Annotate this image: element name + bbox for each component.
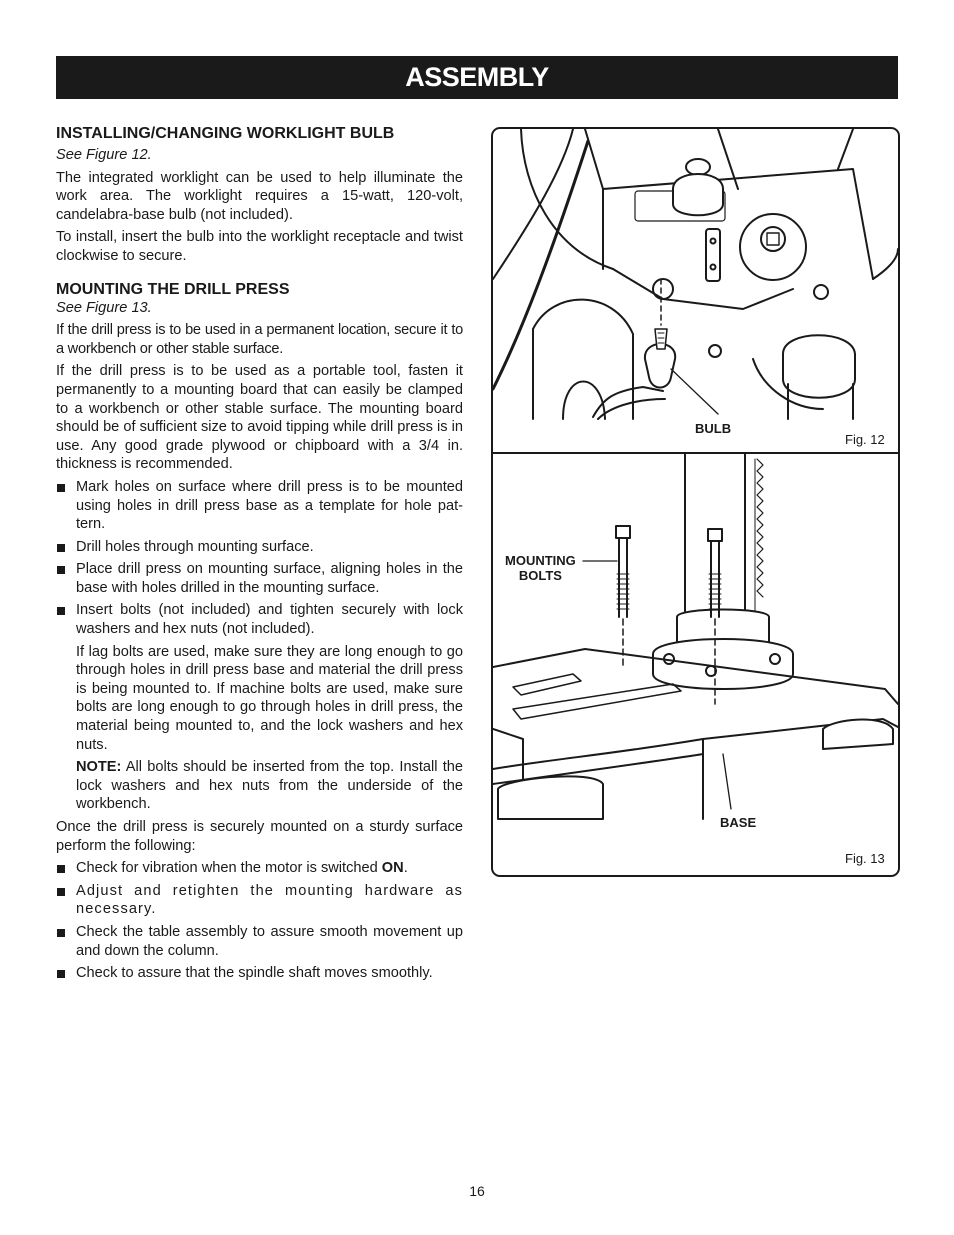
list-item: Insert bolts (not included) and tighten securely with lock washers and hex nuts (not included).	[56, 601, 463, 638]
mounting-paragraph-2: If the drill press is to be used as a portable tool, fasten it permanently to a mounting board that can easily be clamped to a workbench or other stable surface. The mounting board should be of sufficient size to avoid tipping while drill press is in use. Any good grade plywood or chipboard with a 3/4 in. thickness is recommended.	[56, 363, 463, 473]
figure-13-reference: See Figure 13.	[56, 299, 152, 316]
figure-panel	[491, 127, 900, 877]
note-label: NOTE:	[76, 759, 122, 776]
figure-12-label: Fig. 12	[845, 432, 885, 447]
page-number: 16	[469, 1183, 485, 1199]
section-banner: ASSEMBLY	[56, 56, 898, 99]
worklight-heading: INSTALLING/CHANGING WORKLIGHT BULB	[56, 125, 395, 142]
mounting-steps-list	[56, 478, 463, 639]
mounting-bolts-callout-line2: BOLTS	[518, 568, 562, 583]
bulb-callout: BULB	[695, 421, 732, 436]
bolt-length-paragraph: If lag bolts are used, make sure they are long enough to go through holes in drill press base and material the drill press is being mounted to. If machine bolts are used, make sure bolts are long enough to go through holes in drill press, the material being mounted to, and the lock washers and hex nuts.	[76, 643, 463, 753]
list-item	[56, 859, 463, 878]
bullet-emphasis: ON	[381, 860, 404, 877]
instructions-column	[56, 124, 463, 987]
bullet-text-end: .	[403, 860, 408, 877]
figure-12-reference: See Figure 12.	[56, 147, 152, 163]
list-item: Place drill press on mounting surface, aligning holes in the base with holes drilled in the mounting surface.	[56, 560, 463, 597]
note-paragraph	[56, 758, 463, 814]
list-item: Check the table assembly to assure smooth movement up and down the column.	[56, 923, 463, 960]
list-item: Mark holes on surface where drill press is to be mounted using holes in drill press base as a template for hole pat- tern.	[56, 478, 463, 534]
mounting-bolts-callout	[505, 553, 576, 583]
base-callout: BASE	[720, 815, 757, 830]
worklight-paragraph-2: To install, insert the bulb into the worklight receptacle and twist clockwise to secure.	[56, 229, 463, 264]
check-steps-list	[56, 859, 463, 983]
mounting-paragraph-1: If the drill press is to be used in a permanent location, secure it to a workbench or other stable surface.	[56, 322, 463, 357]
mounting-bolts-callout-line1: MOUNTING	[505, 553, 576, 568]
note-text: All bolts should be inserted from the top. Install the lock washers and hex nuts from the underside of the workbench.	[76, 759, 463, 813]
mounting-heading: MOUNTING THE DRILL PRESS	[56, 280, 290, 298]
list-item: Drill holes through mounting surface.	[56, 538, 463, 557]
bullet-text: Check for vibration when the motor is switched	[76, 860, 382, 877]
closing-paragraph: Once the drill press is securely mounted on a sturdy surface perform the following:	[56, 819, 463, 854]
figure-illustration	[493, 129, 898, 875]
list-item: Check to assure that the spindle shaft moves smoothly.	[56, 964, 463, 983]
worklight-paragraph-1: The integrated worklight can be used to help illuminate the work area. The worklight requires a 15-watt, 120-volt, candelabra-base bulb (not included).	[56, 169, 463, 223]
list-item: Adjust and retighten the mounting hardware as necessary.	[56, 882, 463, 919]
figure-13-label: Fig. 13	[845, 851, 885, 866]
